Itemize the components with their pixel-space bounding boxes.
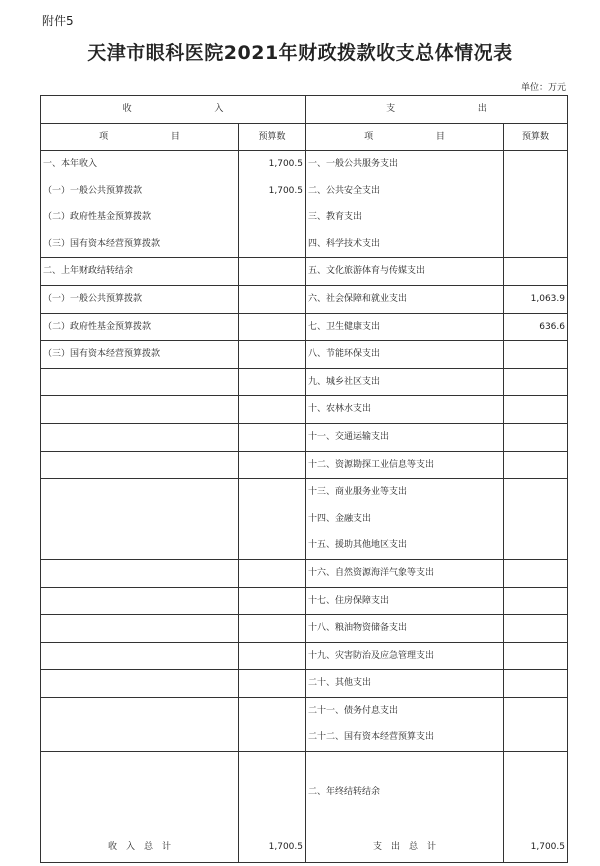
income-budget-cell (239, 615, 306, 642)
expense-item: 六、社会保障和就业支出 (308, 293, 408, 304)
income-item: 二、上年财政结转结余 (43, 266, 134, 277)
income-item (41, 479, 238, 506)
income-item (41, 615, 238, 642)
income-budget (239, 424, 305, 451)
expense-item-cell (306, 341, 504, 368)
expense-header: 支 出 (386, 104, 487, 114)
expense-budget (504, 724, 567, 751)
expense-budget-cell (504, 752, 567, 832)
income-item-cell (41, 479, 239, 559)
page-title: 天津市眼科医院2021年财政拨款收支总体情况表 (87, 42, 513, 64)
income-item (41, 532, 238, 559)
expense-budget (504, 643, 567, 670)
expense-budget-cell (504, 643, 567, 670)
income-budget (239, 204, 305, 231)
income-item (41, 506, 238, 533)
expense-item: 十七、住房保障支出 (308, 595, 390, 606)
income-header: 收 入 (41, 96, 306, 123)
expense-budget (504, 231, 567, 258)
expense-budget (504, 532, 567, 559)
income-item-cell (41, 670, 239, 697)
income-budget-cell (239, 479, 306, 559)
table-row (41, 424, 567, 452)
table-row (41, 560, 567, 588)
income-budget-cell (239, 752, 306, 832)
expense-budget (504, 452, 567, 479)
income-budget-cell (239, 151, 306, 257)
income-item: （一）一般公共预算拨款 (43, 293, 143, 304)
income-item (41, 588, 238, 615)
income-item (41, 369, 238, 396)
income-budget (239, 698, 305, 725)
income-budget: 1,700.5 (268, 159, 303, 169)
expense-item: 二、年终结转结余 (308, 787, 381, 798)
expense-item: 十四、金融支出 (308, 513, 372, 524)
income-item: 一、本年收入 (43, 159, 98, 169)
expense-budget-cell (504, 670, 567, 697)
income-item: （三）国有资本经营预算拨款 (43, 349, 161, 360)
income-item-cell (41, 560, 239, 587)
expense-budget (504, 178, 567, 205)
income-item (41, 560, 238, 587)
expense-budget (504, 424, 567, 451)
table-row (41, 452, 567, 480)
expense-budget-cell (504, 698, 567, 751)
expense-item-cell (306, 314, 504, 341)
table-header-row (41, 96, 567, 124)
expense-budget-cell (504, 479, 567, 559)
expense-item: 十一、交通运输支出 (308, 431, 390, 442)
expense-item: 九、城乡社区支出 (308, 376, 381, 387)
expense-item: 十三、商业服务业等支出 (308, 487, 408, 498)
income-item-cell (41, 396, 239, 423)
income-budget (239, 314, 305, 341)
totals-row (41, 832, 567, 862)
expense-budget: 1,063.9 (530, 293, 565, 304)
income-budget (239, 452, 305, 479)
income-budget (239, 588, 305, 615)
expense-budget (504, 341, 567, 368)
table-row (41, 698, 567, 752)
table-row (41, 151, 567, 258)
attachment-label: 附件5 (42, 14, 74, 28)
income-budget (239, 396, 305, 423)
income-item-cell (41, 643, 239, 670)
income-budget (239, 643, 305, 670)
income-item (41, 396, 238, 423)
income-item-cell (41, 151, 239, 257)
expense-budget (504, 588, 567, 615)
expense-item-cell (306, 286, 504, 313)
expense-item-cell (306, 396, 504, 423)
expense-item: 七、卫生健康支出 (308, 321, 381, 332)
income-budget-cell (239, 258, 306, 285)
income-budget (239, 286, 305, 313)
expense-item: 二十二、国有资本经营预算支出 (308, 732, 435, 743)
expense-item-cell (306, 424, 504, 451)
income-item: （三）国有资本经营预算拨款 (43, 238, 161, 249)
income-item (41, 424, 238, 451)
expense-budget-cell (504, 560, 567, 587)
expense-total-value: 1,700.5 (530, 842, 565, 853)
income-budget (239, 258, 305, 285)
table-row (41, 615, 567, 643)
expense-budget-cell (504, 286, 567, 313)
income-item (41, 643, 238, 670)
expense-item-cell (306, 643, 504, 670)
income-item (41, 698, 238, 725)
expense-item-cell (306, 698, 504, 751)
income-budget-cell (239, 369, 306, 396)
expense-item-cell (306, 151, 504, 257)
income-budget-cell (239, 698, 306, 751)
expense-item: 三、教育支出 (308, 212, 363, 223)
expense-budget (504, 258, 567, 285)
income-item-cell (41, 369, 239, 396)
income-item-cell (41, 424, 239, 451)
income-budget-cell (239, 424, 306, 451)
expense-item-cell (306, 752, 504, 832)
table-row (41, 314, 567, 342)
expense-item: 二十、其他支出 (308, 678, 372, 689)
income-item-cell (41, 341, 239, 368)
column-header-row (41, 124, 567, 151)
table-row (41, 286, 567, 314)
income-item (41, 670, 238, 697)
expense-total-label: 支 出 总 计 (372, 842, 436, 853)
expense-budget (504, 698, 567, 725)
expense-item: 十八、粮油物资储备支出 (308, 623, 408, 634)
table-row (41, 341, 567, 369)
expense-budget (504, 506, 567, 533)
unit-label: 单位：万元 (520, 83, 566, 93)
income-budget (239, 532, 305, 559)
expense-item: 四、科学技术支出 (308, 238, 381, 249)
expense-budget-cell (504, 341, 567, 368)
expense-budget-cell (504, 588, 567, 615)
expense-item-cell (306, 258, 504, 285)
expense-budget-header: 预算数 (521, 132, 549, 142)
expense-item-cell (306, 479, 504, 559)
table-row (41, 588, 567, 616)
income-budget (239, 670, 305, 697)
income-budget (239, 231, 305, 258)
table-body (41, 151, 567, 832)
expense-item-cell (306, 369, 504, 396)
income-item-cell (41, 698, 239, 751)
income-budget (239, 615, 305, 642)
table-row (41, 369, 567, 397)
expense-item-cell (306, 670, 504, 697)
expense-budget-cell (504, 424, 567, 451)
income-total-value: 1,700.5 (268, 842, 303, 853)
expense-item-cell (306, 588, 504, 615)
expense-item: 十、农林水支出 (308, 404, 372, 415)
income-item: （二）政府性基金预算拨款 (43, 321, 152, 332)
table-row (41, 479, 567, 560)
expense-budget-cell (504, 314, 567, 341)
income-item-cell (41, 752, 239, 832)
expense-item: 十六、自然资源海洋气象等支出 (308, 567, 435, 578)
expense-budget-cell (504, 258, 567, 285)
income-item-header: 项 目 (41, 124, 239, 150)
expense-budget (504, 615, 567, 642)
income-budget (239, 752, 305, 832)
expense-budget (504, 752, 567, 832)
income-item-cell (41, 615, 239, 642)
income-item-cell (41, 286, 239, 313)
expense-budget (504, 369, 567, 396)
expense-item: 一、一般公共服务支出 (308, 159, 399, 169)
expense-budget (504, 479, 567, 506)
income-budget-cell (239, 588, 306, 615)
expense-budget (504, 396, 567, 423)
expense-budget (504, 151, 567, 178)
income-budget (239, 341, 305, 368)
expense-item-header: 项 目 (306, 124, 504, 150)
table-row (41, 258, 567, 286)
expense-item: 二十一、债务付息支出 (308, 705, 399, 716)
expense-item: 十五、援助其他地区支出 (308, 540, 408, 551)
expense-budget (504, 670, 567, 697)
expense-item: 十二、资源勘探工业信息等支出 (308, 459, 435, 470)
expense-budget-cell (504, 615, 567, 642)
table-row (41, 670, 567, 698)
income-item: （一）一般公共预算拨款 (43, 185, 143, 196)
income-budget-cell (239, 670, 306, 697)
table-row (41, 643, 567, 671)
income-budget-header: 预算数 (239, 124, 306, 150)
expense-item: 五、文化旅游体育与传媒支出 (308, 266, 426, 277)
income-budget-cell (239, 560, 306, 587)
income-budget-cell (239, 341, 306, 368)
income-budget-cell (239, 396, 306, 423)
expense-item-cell (306, 560, 504, 587)
income-item-cell (41, 258, 239, 285)
income-item (41, 452, 238, 479)
expense-budget-cell (504, 151, 567, 257)
table-row (41, 396, 567, 424)
income-budget-cell (239, 314, 306, 341)
income-budget: 1,700.5 (268, 185, 303, 196)
expense-item: 十九、灾害防治及应急管理支出 (308, 650, 435, 661)
income-item (41, 724, 238, 751)
income-item-cell (41, 314, 239, 341)
budget-table (40, 95, 568, 863)
income-item-cell (41, 588, 239, 615)
income-budget (239, 506, 305, 533)
expense-budget: 636.6 (539, 321, 565, 332)
income-budget-cell (239, 286, 306, 313)
income-budget-cell (239, 643, 306, 670)
expense-budget-cell (504, 452, 567, 479)
table-row (41, 752, 567, 832)
income-item: （二）政府性基金预算拨款 (43, 212, 152, 223)
income-item (41, 752, 238, 832)
income-budget (239, 369, 305, 396)
expense-item-cell (306, 615, 504, 642)
expense-item: 二、公共安全支出 (308, 185, 381, 196)
income-item-cell (41, 452, 239, 479)
income-budget (239, 479, 305, 506)
income-budget (239, 724, 305, 751)
expense-item-cell (306, 452, 504, 479)
expense-item: 八、节能环保支出 (308, 349, 381, 360)
expense-budget-cell (504, 369, 567, 396)
income-budget (239, 560, 305, 587)
expense-budget (504, 560, 567, 587)
expense-budget-cell (504, 396, 567, 423)
income-total-label: 收 入 总 计 (107, 842, 171, 853)
income-budget-cell (239, 452, 306, 479)
expense-budget (504, 204, 567, 231)
